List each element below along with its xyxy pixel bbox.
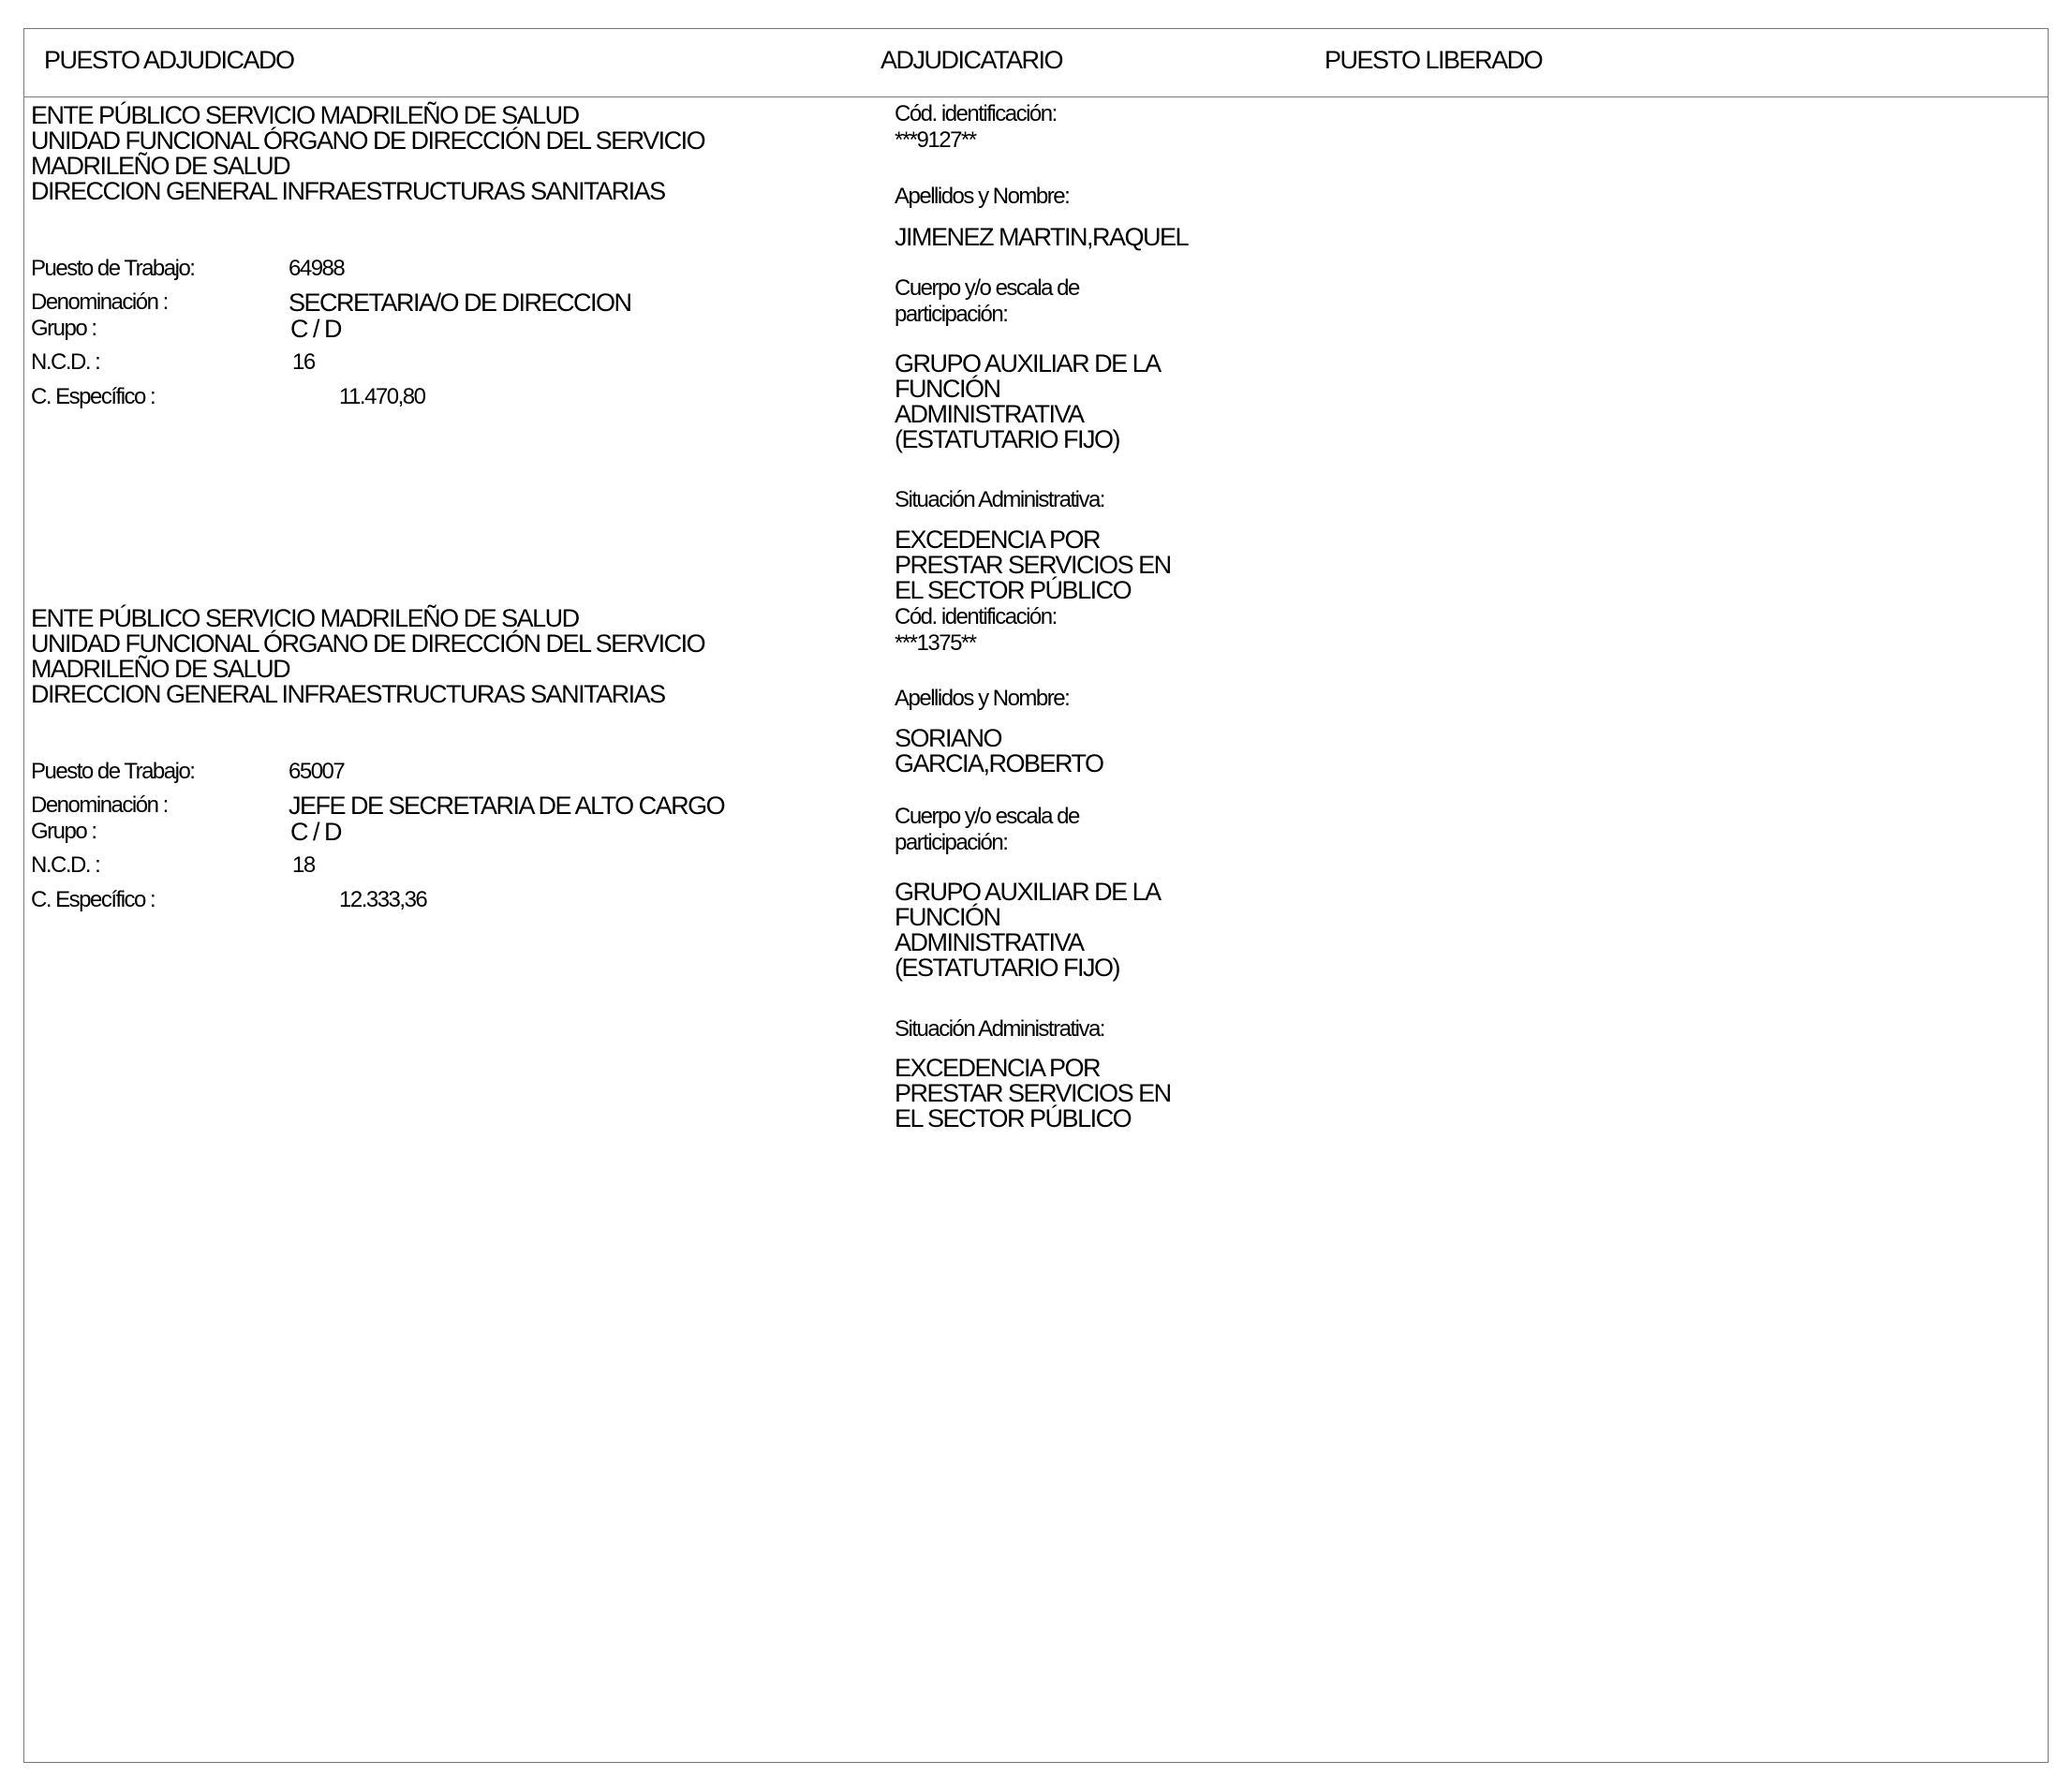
org-line: ENTE PÚBLICO SERVICIO MADRILEÑO DE SALUD xyxy=(31,604,579,632)
cuerpo-line: (ESTATUTARIO FIJO) xyxy=(895,954,1119,982)
record-1-ncd-value: 16 xyxy=(292,349,315,375)
header-adjudicatario: ADJUDICATARIO xyxy=(881,46,1063,74)
org-line: DIRECCION GENERAL INFRAESTRUCTURAS SANITARIAS xyxy=(31,177,665,205)
record-2-situacion-label: Situación Administrativa: xyxy=(895,1016,1104,1042)
record-2-denominacion-label: Denominación : xyxy=(31,792,168,818)
header-divider xyxy=(23,96,2049,97)
header-puesto-liberado: PUESTO LIBERADO xyxy=(1325,46,1543,74)
org-line: MADRILEÑO DE SALUD xyxy=(31,152,290,180)
record-1-cuerpo xyxy=(895,351,1161,452)
cuerpo-line: GRUPO AUXILIAR DE LA xyxy=(895,349,1161,377)
record-2-grupo-label: Grupo : xyxy=(31,819,96,844)
cod-value: ***9127** xyxy=(895,127,976,153)
record-1-situacion xyxy=(895,527,1171,603)
nombre-line: GARCIA,ROBERTO xyxy=(895,749,1103,777)
record-2-cuerpo xyxy=(895,880,1161,981)
record-2-grupo-value: C / D xyxy=(290,818,342,846)
org-line: ENTE PÚBLICO SERVICIO MADRILEÑO DE SALUD xyxy=(31,101,579,129)
record-2-nombre xyxy=(895,726,1103,777)
cuerpo-line: FUNCIÓN xyxy=(895,903,1000,931)
cuerpo-line: ADMINISTRATIVA xyxy=(895,400,1084,428)
situacion-line: EL SECTOR PÚBLICO xyxy=(895,576,1132,604)
cuerpo-label-line: Cuerpo y/o escala de xyxy=(895,804,1079,829)
record-1-nombre-label: Apellidos y Nombre: xyxy=(895,184,1070,209)
record-1-puesto-label: Puesto de Trabajo: xyxy=(31,256,195,281)
org-line: DIRECCION GENERAL INFRAESTRUCTURAS SANITARIAS xyxy=(31,680,665,708)
record-1-organization xyxy=(31,103,704,204)
record-2-especifico-label: C. Específico : xyxy=(31,887,155,912)
situacion-line: PRESTAR SERVICIOS EN xyxy=(895,1079,1171,1107)
record-1-puesto-value: 64988 xyxy=(289,256,345,281)
record-1-denominacion-value: SECRETARIA/O DE DIRECCION xyxy=(289,289,631,317)
record-2-ncd-label: N.C.D. : xyxy=(31,852,100,878)
record-2-cuerpo-label xyxy=(895,804,1079,856)
record-1-denominacion-label: Denominación : xyxy=(31,289,168,315)
record-1-cod-block xyxy=(895,101,1057,154)
record-1-situacion-label: Situación Administrativa: xyxy=(895,487,1104,512)
record-2-denominacion-value: JEFE DE SECRETARIA DE ALTO CARGO xyxy=(289,792,725,820)
record-1-grupo-value: C / D xyxy=(290,315,342,343)
record-1-especifico-value: 11.470,80 xyxy=(339,384,425,409)
cod-label: Cód. identificación: xyxy=(895,604,1057,629)
cuerpo-line: ADMINISTRATIVA xyxy=(895,928,1084,956)
record-1-cuerpo-label xyxy=(895,275,1079,328)
record-1-ncd-label: N.C.D. : xyxy=(31,349,100,375)
cuerpo-line: (ESTATUTARIO FIJO) xyxy=(895,425,1119,453)
situacion-line: EL SECTOR PÚBLICO xyxy=(895,1104,1132,1132)
cuerpo-label-line: participación: xyxy=(895,830,1008,855)
situacion-line: EXCEDENCIA POR xyxy=(895,525,1101,554)
cuerpo-label-line: participación: xyxy=(895,302,1008,327)
situacion-line: PRESTAR SERVICIOS EN xyxy=(895,551,1171,579)
record-2-ncd-value: 18 xyxy=(292,852,315,878)
record-2-puesto-value: 65007 xyxy=(289,759,345,784)
cuerpo-label-line: Cuerpo y/o escala de xyxy=(895,275,1079,301)
record-2-puesto-label: Puesto de Trabajo: xyxy=(31,759,195,784)
cod-value: ***1375** xyxy=(895,630,976,656)
situacion-line: EXCEDENCIA POR xyxy=(895,1054,1101,1082)
record-2-nombre-label: Apellidos y Nombre: xyxy=(895,686,1070,711)
org-line: UNIDAD FUNCIONAL ÓRGANO DE DIRECCIÓN DEL SERVICIO xyxy=(31,126,705,155)
record-1-especifico-label: C. Específico : xyxy=(31,384,155,409)
record-2-especifico-value: 12.333,36 xyxy=(339,887,427,912)
cuerpo-line: FUNCIÓN xyxy=(895,375,1000,403)
nombre-line: JIMENEZ MARTIN,RAQUEL xyxy=(895,223,1189,251)
record-2-situacion xyxy=(895,1056,1171,1132)
org-line: UNIDAD FUNCIONAL ÓRGANO DE DIRECCIÓN DEL SERVICIO xyxy=(31,629,705,658)
header-puesto-adjudicado: PUESTO ADJUDICADO xyxy=(44,46,294,74)
record-1-grupo-label: Grupo : xyxy=(31,316,96,341)
cod-label: Cód. identificación: xyxy=(895,101,1057,126)
org-line: MADRILEÑO DE SALUD xyxy=(31,655,290,683)
record-2-cod-block xyxy=(895,604,1057,657)
cuerpo-line: GRUPO AUXILIAR DE LA xyxy=(895,878,1161,906)
nombre-line: SORIANO xyxy=(895,724,1002,752)
record-2-organization xyxy=(31,606,704,707)
record-1-nombre xyxy=(895,225,1188,250)
